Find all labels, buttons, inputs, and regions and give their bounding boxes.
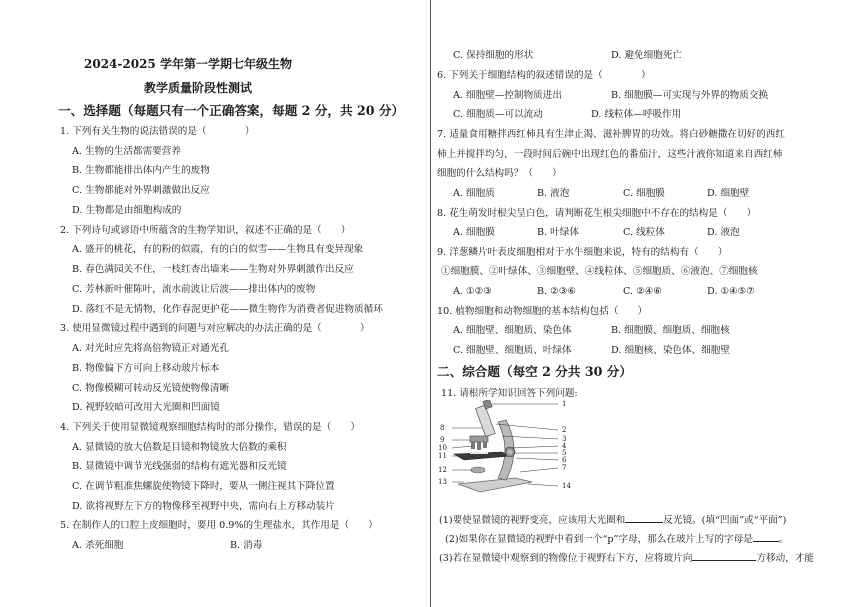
exam-title-line1: 2024-2025 学年第一学期七年级生物	[84, 57, 292, 71]
section1-heading: 一、选择题（每题只有一个正确答案，每题 2 分，共 20 分）	[58, 103, 405, 118]
answer-blank-3[interactable]	[692, 551, 756, 561]
q8-option-d: D. 液泡	[707, 227, 740, 238]
q2-option-a: A. 盛开的桃花，有的粉的似霞，有的白的似雪——生物具有变异现象	[72, 244, 364, 255]
q11-sub2-text-b: 。	[778, 534, 789, 545]
q6-option-b: B. 细胞膜—可实现与外界的物质交换	[611, 90, 769, 101]
q2-option-d: D. 落红不是无情物，化作春泥更护花——微生物作为消费者促进物质循环	[72, 304, 383, 315]
q1-stem: 1. 下列有关生物的说法错误的是（ ）	[60, 126, 255, 137]
q5-stem: 5. 在制作人的口腔上皮细胞时，要用 0.9%的生理盐水，其作用是（ ）	[60, 520, 378, 531]
q11-sub1	[439, 513, 786, 527]
q7-option-b: B. 液泡	[537, 188, 570, 199]
q1-option-a: A. 生物的生活都需要营养	[72, 146, 181, 157]
q10-option-d: D. 细胞核、染色体、细胞壁	[611, 345, 730, 356]
microscope-figure	[440, 400, 590, 495]
q9-option-b: B. ②③⑥	[537, 286, 576, 297]
label-11: 11	[438, 452, 447, 460]
q8-option-a: A. 细胞膜	[453, 227, 495, 238]
q9-option-a: A. ①②③	[453, 286, 492, 297]
label-7: 7	[562, 464, 567, 472]
q10-option-a: A. 细胞壁、细胞质、染色体	[453, 325, 572, 336]
label-8: 8	[440, 424, 445, 432]
q11-sub3-text-b: 方移动，才能	[756, 553, 814, 564]
q3-option-b: B. 物像偏下方可向上移动玻片标本	[72, 363, 220, 374]
q6-option-a: A. 细胞壁—控制物质进出	[453, 90, 562, 101]
q5-option-b: B. 消毒	[230, 540, 263, 551]
q4-stem: 4. 下列关于使用显微镜观察细胞结构时的部分操作，错误的是（ ）	[60, 422, 361, 433]
answer-blank-1[interactable]	[625, 513, 663, 523]
q2-option-b: B. 春色满园关不住，一枝红杏出墙来——生物对外界刺激作出反应	[72, 264, 354, 275]
q9-stem: 9. 洋葱鳞片叶表皮细胞相对于水牛细胞来说，特有的结构有（ ）	[437, 247, 728, 258]
q7-option-a: A. 细胞质	[453, 188, 495, 199]
q11-sub1-text-a: (1)要使显微镜的视野变亮，应该用大光圈和	[439, 515, 626, 526]
q4-option-c: C. 在调节粗准焦螺旋使物镜下降时，要从一侧注视其下降位置	[72, 481, 335, 492]
q10-option-c: C. 细胞壁、细胞质、叶绿体	[453, 345, 572, 356]
section2-heading: 二、综合题（每空 2 分共 30 分）	[437, 364, 632, 379]
q7-option-d: D. 细胞壁	[707, 188, 750, 199]
label-13: 13	[438, 478, 447, 486]
q9-option-c: C. ②④⑥	[623, 286, 662, 297]
q8-stem: 8. 花生萌发时根尖呈白色，请判断花生根尖细胞中不存在的结构是（ ）	[437, 208, 757, 219]
q11-sub1-text-b: 反光镜。(填“凹面”或“平面”)	[663, 515, 787, 526]
q11-sub2	[445, 532, 788, 546]
q3-stem: 3. 使用显微镜过程中遇到的问题与对应解决的办法正确的是（ ）	[60, 323, 370, 334]
label-12: 12	[438, 466, 447, 474]
q8-option-c: C. 线粒体	[623, 227, 665, 238]
q5-option-c: C. 保持细胞的形状	[453, 50, 534, 61]
exam-title-line2: 教学质量阶段性测试	[144, 81, 253, 95]
q6-stem: 6. 下列关于细胞结构的叙述错误的是（ ）	[437, 70, 651, 81]
q3-option-a: A. 对光时应先将高倍物镜正对通光孔	[72, 343, 229, 354]
answer-blank-2[interactable]	[753, 532, 779, 542]
q9-option-d: D. ①④⑤⑦	[707, 286, 755, 297]
q1-option-c: C. 生物都能对外界刺激做出反应	[72, 185, 210, 196]
label-3: 3	[562, 435, 567, 443]
q7-line3: 细胞的什么结构吗？（ ）	[437, 168, 562, 179]
q6-option-c: C. 细胞质—可以流动	[453, 109, 543, 120]
q7-line1: 7. 适量食用糖拌西红柿具有生津止渴、滋补脾胃的功效。将白砂糖撒在切好的西红	[437, 129, 785, 140]
q8-option-b: B. 叶绿体	[537, 227, 579, 238]
q4-option-b: B. 显微镜中调节光线强弱的结构有遮光器和反光镜	[72, 461, 287, 472]
q10-stem: 10. 植物细胞和动物细胞的基本结构包括（ ）	[437, 306, 648, 317]
q11-sub3-text-a: (3)若在显微镜中观察到的物像位于视野右下方，应将玻片向	[439, 553, 693, 564]
q4-option-a: A. 显微镜的放大倍数是目镜和物镜放大倍数的乘积	[72, 442, 287, 453]
q4-option-d: D. 欲将视野左下方的物像移至视野中央，需向右上方移动装片	[72, 501, 335, 512]
label-14: 14	[562, 482, 571, 490]
q11-stem: 11. 请根所学知识回答下列问题:	[441, 388, 578, 399]
q2-stem: 2. 下列诗句或谚语中所蕴含的生物学知识，叙述不正确的是（ ）	[60, 225, 351, 236]
q5-option-a: A. 杀死细胞	[72, 540, 124, 551]
q6-option-d: D. 线粒体—呼吸作用	[591, 109, 682, 120]
q3-option-c: C. 物像模糊可转动反光镜使物像清晰	[72, 383, 230, 394]
q7-option-c: C. 细胞膜	[623, 188, 665, 199]
label-2: 2	[562, 426, 567, 434]
q1-option-d: D. 生物都是由细胞构成的	[72, 205, 182, 216]
q2-option-c: C. 芳林新叶催陈叶，流水前波让后波——排出体内的废物	[72, 284, 316, 295]
q5-option-d: D. 避免细胞死亡	[611, 50, 683, 61]
label-6: 6	[562, 456, 567, 464]
microscope-icon	[440, 400, 590, 495]
q11-sub2-text-a: (2)如果你在显微镜的视野中看到一个“p”字母，那么在玻片上写的字母是	[445, 534, 753, 545]
q3-option-d: D. 视野较暗可改用大光圈和凹面镜	[72, 402, 220, 413]
column-divider	[430, 0, 431, 607]
label-4: 4	[562, 442, 567, 450]
label-9: 9	[440, 436, 445, 444]
label-5: 5	[562, 449, 567, 457]
label-10: 10	[438, 444, 447, 452]
label-1: 1	[562, 400, 567, 408]
q11-sub3	[439, 551, 814, 565]
q7-line2: 柿上并搅拌均匀，一段时间后碗中出现红色的番茄汁，这些汁液你知道来自西红柿	[437, 149, 783, 160]
q1-option-b: B. 生物都能排出体内产生的废物	[72, 165, 210, 176]
q10-option-b: B. 细胞膜、细胞质、细胞核	[611, 325, 730, 336]
q9-items: ①细胞膜、②叶绿体、③细胞壁、④线粒体、⑤细胞质、⑥液泡、⑦细胞核	[441, 266, 758, 277]
